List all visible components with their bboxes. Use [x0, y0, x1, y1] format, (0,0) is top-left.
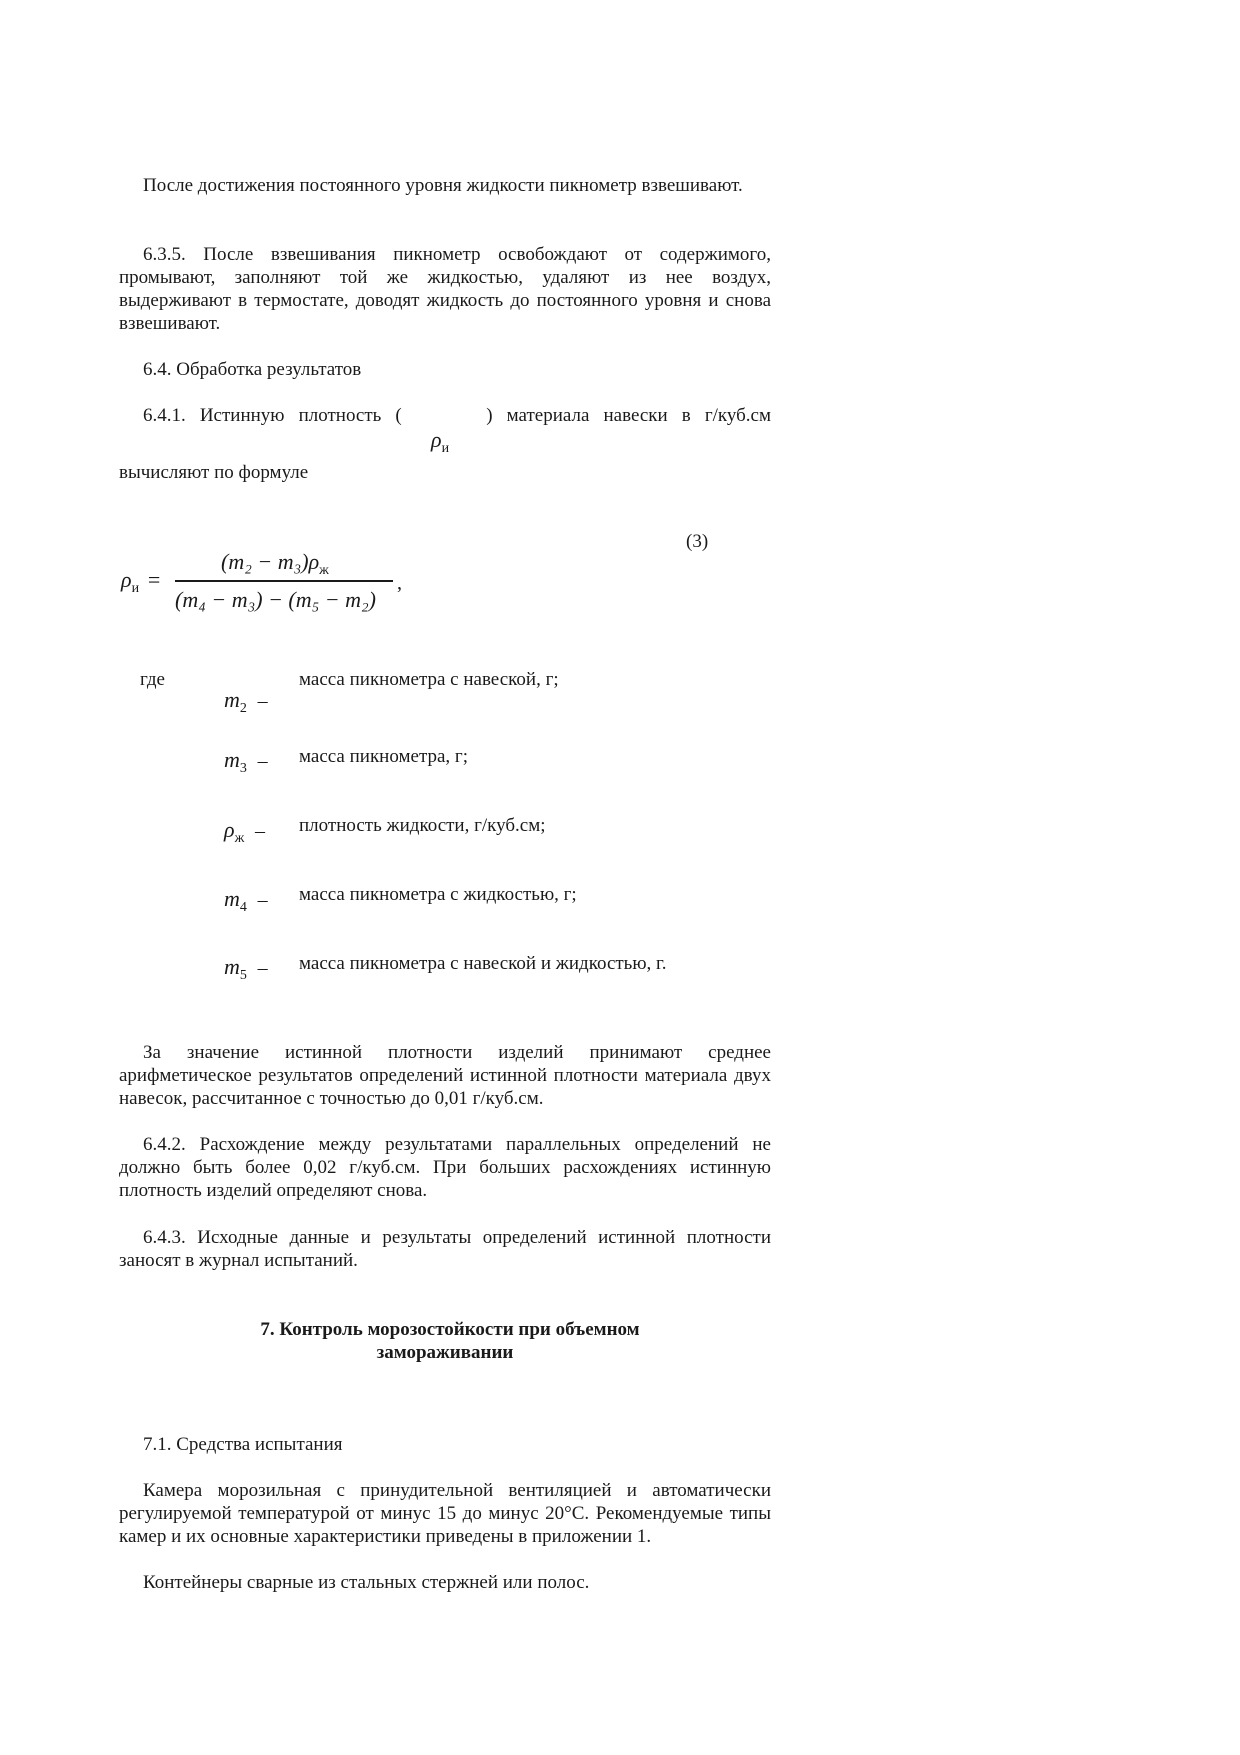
- fraction-bar: [175, 580, 393, 582]
- paragraph-6-4-1: 6.4.1. Истинную плотность ( ) материала навески в г/куб.см: [143, 405, 771, 426]
- paragraph-level-reached: После достижения постоянного уровня жидкости пикнометр взвешивают.: [143, 175, 743, 196]
- paragraph-freezer-chamber: Камера морозильная с принудительной вентиляцией и автоматически регулируемой температурой от минус 15 до минус 20°С. Рекомендуемые типы камер и их основные характеристики приведены в приложении 1.: [119, 1480, 771, 1547]
- paragraph-6-4-2: 6.4.2. Расхождение между результатами параллельных определений не должно быть более 0,02 г/куб.см. При больших расхождениях истинную плотность изделий определяют снова.: [119, 1134, 771, 1201]
- section-7-heading-line2: замораживании: [376, 1342, 514, 1363]
- where-desc-m2: масса пикнометра с навеской, г;: [299, 669, 559, 690]
- where-label: где: [140, 669, 165, 690]
- where-desc-m5: масса пикнометра с навеской и жидкостью, г.: [299, 953, 667, 974]
- paragraph-6-3-5: 6.3.5. После взвешивания пикнометр освобождают от содержимого, промывают, заполняют той же жидкостью, удаляют из нее воздух, выдерживают в термостате, доводят жидкость до постоянного уровня и снова взвешивают.: [119, 244, 771, 334]
- paragraph-6-4-3: 6.4.3. Исходные данные и результаты определений истинной плотности заносят в журнал испытаний.: [119, 1227, 771, 1271]
- where-symbol-m4: $m_4$ –: [224, 886, 268, 915]
- where-desc-m4: масса пикнометра с жидкостью, г;: [299, 884, 577, 905]
- section-7-heading-line1: 7. Контроль морозостойкости при объемном: [260, 1319, 640, 1340]
- section-7-heading: [119, 1318, 771, 1364]
- formula-denominator: (m₄ − m₃) − (m₅ − m₂): [175, 587, 376, 612]
- section-7-1-title: 7.1. Средства испытания: [143, 1434, 343, 1455]
- inline-rho-i: $\rho_и$: [431, 427, 450, 456]
- paragraph-formula-intro: вычисляют по формуле: [119, 462, 309, 483]
- paragraph-true-density-value: За значение истинной плотности изделий принимают среднее арифметическое результатов определений истинной плотности материала двух навесок, рассчитанное с точностью до 0,01 г/куб.см.: [119, 1042, 771, 1109]
- where-symbol-m5: $m_5$ –: [224, 954, 268, 983]
- formula-numerator: $(m_2 - m_3)\rho_ж$: [221, 549, 329, 578]
- where-symbol-m3: $m_3$ –: [224, 747, 268, 776]
- where-desc-rho-zh: плотность жидкости, г/куб.см;: [299, 815, 546, 836]
- density-formula: [121, 540, 441, 620]
- where-desc-m3: масса пикнометра, г;: [299, 746, 468, 767]
- formula-lhs: $\rho_и$ =: [121, 567, 161, 596]
- formula-number: (3): [686, 531, 709, 552]
- where-symbol-m2: $m_2$ –: [224, 687, 268, 716]
- formula-comma: ,: [397, 572, 402, 594]
- paragraph-containers: Контейнеры сварные из стальных стержней или полос.: [143, 1572, 590, 1593]
- where-symbol-rho-zh: $\rho_ж$ –: [224, 817, 265, 846]
- section-6-4-title: 6.4. Обработка результатов: [143, 359, 362, 380]
